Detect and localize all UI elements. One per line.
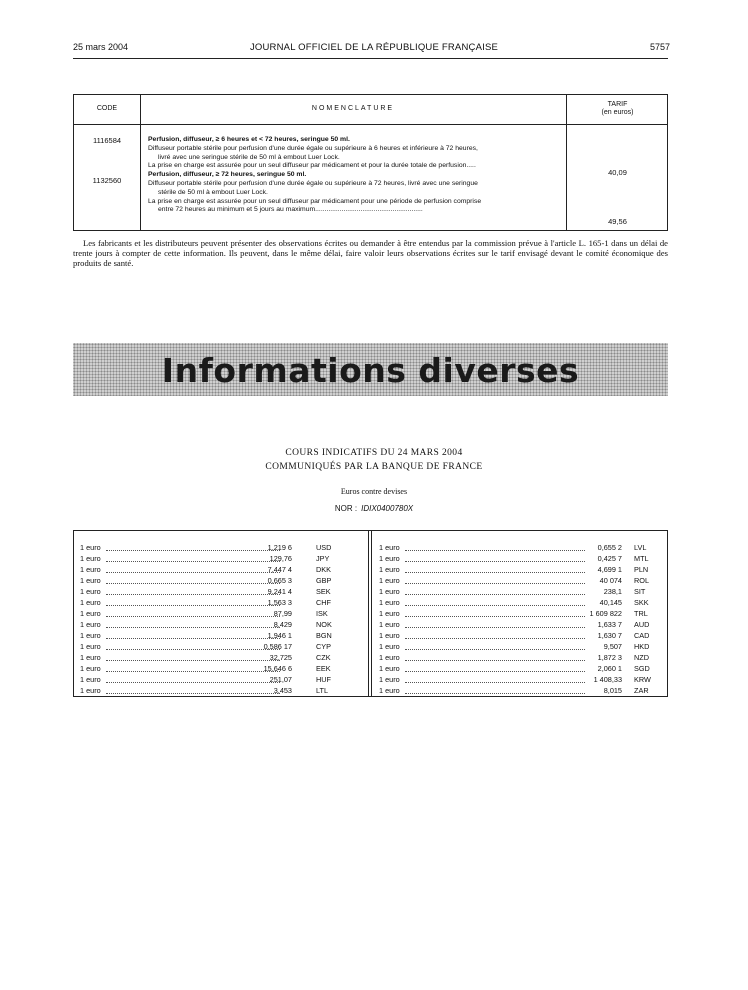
rate-label: 1 euro bbox=[80, 653, 101, 662]
rate-value: 15,646 6 bbox=[263, 664, 292, 673]
rates-heading-line2: COMMUNIQUÉS PAR LA BANQUE DE FRANCE bbox=[265, 462, 483, 472]
currency-code: CHF bbox=[316, 598, 331, 607]
rate-label: 1 euro bbox=[80, 543, 101, 552]
currency-code: SKK bbox=[634, 598, 649, 607]
rate-row bbox=[379, 564, 662, 575]
rate-value: 87,99 bbox=[273, 609, 292, 618]
rate-value: 0,425 7 bbox=[597, 554, 622, 563]
rate-label: 1 euro bbox=[80, 554, 101, 563]
currency-code: KRW bbox=[634, 675, 651, 684]
tarif-unit: (en euros) bbox=[601, 109, 634, 116]
rate-label: 1 euro bbox=[80, 675, 101, 684]
header-page-number: 5757 bbox=[649, 42, 670, 52]
rate-label: 1 euro bbox=[379, 620, 400, 629]
rate-label: 1 euro bbox=[379, 576, 400, 585]
product-code: 1132560 bbox=[92, 176, 122, 185]
rate-row bbox=[80, 586, 360, 597]
product-title: Perfusion, diffuseur, ≥ 6 heures et < 72 heures, seringue 50 ml. bbox=[148, 136, 350, 143]
currency-code: EEK bbox=[316, 664, 331, 673]
rate-row bbox=[379, 663, 662, 674]
rate-label: 1 euro bbox=[379, 609, 400, 618]
rate-value: 1,563 3 bbox=[267, 598, 292, 607]
product-note: entre 72 heures au minimum et 5 jours au maximum......................................................... bbox=[158, 206, 423, 214]
rate-label: 1 euro bbox=[379, 642, 400, 651]
product-desc-line: stérile de 50 ml à embout Luer Lock. bbox=[158, 188, 268, 196]
currency-code: ISK bbox=[316, 609, 328, 618]
rate-row bbox=[80, 619, 360, 630]
rate-row bbox=[80, 674, 360, 685]
currency-code: CZK bbox=[316, 653, 331, 662]
rate-label: 1 euro bbox=[379, 565, 400, 574]
product-price: 40,09 bbox=[608, 168, 627, 177]
rate-value: 0,665 3 bbox=[267, 576, 292, 585]
rate-value: 8,429 bbox=[273, 620, 292, 629]
exchange-rates-table bbox=[73, 530, 668, 697]
product-note: La prise en charge est assurée pour un seul diffuseur par médicament et pour la durée totale de perfusion..... bbox=[148, 162, 476, 170]
rate-label: 1 euro bbox=[379, 686, 400, 695]
rate-label: 1 euro bbox=[379, 587, 400, 596]
rate-row bbox=[379, 597, 662, 608]
header-divider bbox=[74, 124, 667, 125]
rate-label: 1 euro bbox=[80, 620, 101, 629]
rate-value: 1 609 822 bbox=[589, 609, 622, 618]
rate-label: 1 euro bbox=[379, 598, 400, 607]
rate-value: 4,699 1 bbox=[597, 565, 622, 574]
product-desc-line: livré avec une seringue stérile de 50 ml à embout Luer Lock. bbox=[158, 153, 340, 161]
rate-label: 1 euro bbox=[80, 642, 101, 651]
currency-code: ROL bbox=[634, 576, 650, 585]
product-desc-line: Diffuseur portable stérile pour perfusion d'une durée égale ou supérieure à 72 heures, livré avec une seringue bbox=[148, 179, 478, 187]
rate-value: 129,76 bbox=[269, 554, 292, 563]
rate-value: 2,060 1 bbox=[597, 664, 622, 673]
rate-value: 0,655 2 bbox=[597, 543, 622, 552]
rate-row bbox=[80, 608, 360, 619]
rate-label: 1 euro bbox=[80, 565, 101, 574]
header-journal-title: JOURNAL OFFICIEL DE LA RÉPUBLIQUE FRANÇAISE bbox=[249, 42, 499, 53]
rate-row bbox=[379, 553, 662, 564]
rates-column-left bbox=[80, 542, 360, 696]
product-price: 49,56 bbox=[608, 217, 627, 226]
currency-code: NZD bbox=[634, 653, 649, 662]
rate-row bbox=[379, 575, 662, 586]
rate-label: 1 euro bbox=[379, 653, 400, 662]
currency-code: JPY bbox=[316, 554, 330, 563]
currency-code: HKD bbox=[634, 642, 650, 651]
rate-value: 9,241 4 bbox=[267, 587, 292, 596]
currency-code: BGN bbox=[316, 631, 332, 640]
nor-value: IDIX0400780X bbox=[361, 504, 414, 513]
column-divider bbox=[371, 531, 372, 696]
rate-value: 0,586 17 bbox=[263, 642, 292, 651]
rate-value: 1 408,33 bbox=[593, 675, 622, 684]
rate-row bbox=[379, 586, 662, 597]
rate-row bbox=[379, 685, 662, 696]
product-code: 1116584 bbox=[92, 136, 122, 145]
rate-row bbox=[80, 542, 360, 553]
currency-code: TRL bbox=[634, 609, 648, 618]
currency-code: CAD bbox=[634, 631, 650, 640]
rate-label: 1 euro bbox=[80, 576, 101, 585]
column-header-nomenclature: NOMENCLATURE bbox=[311, 105, 395, 112]
rate-row bbox=[379, 619, 662, 630]
rate-label: 1 euro bbox=[80, 587, 101, 596]
header-date: 25 mars 2004 bbox=[73, 42, 129, 52]
rate-row bbox=[80, 652, 360, 663]
rate-label: 1 euro bbox=[80, 598, 101, 607]
rate-label: 1 euro bbox=[379, 664, 400, 673]
rate-value: 9,507 bbox=[603, 642, 622, 651]
rate-label: 1 euro bbox=[379, 675, 400, 684]
rates-heading-line1: COURS INDICATIFS DU 24 MARS 2004 bbox=[285, 448, 463, 458]
rate-value: 7,447 4 bbox=[267, 565, 292, 574]
column-header-tarif bbox=[566, 101, 669, 117]
rate-value: 251,07 bbox=[269, 675, 292, 684]
rate-label: 1 euro bbox=[379, 554, 400, 563]
column-divider bbox=[368, 531, 369, 696]
currency-code: NOK bbox=[316, 620, 332, 629]
column-header-code: CODE bbox=[96, 105, 118, 112]
observations-paragraph bbox=[73, 238, 668, 268]
currency-code: SIT bbox=[634, 587, 646, 596]
rate-value: 40 074 bbox=[599, 576, 622, 585]
rate-label: 1 euro bbox=[80, 609, 101, 618]
column-divider bbox=[140, 95, 141, 230]
rate-row bbox=[379, 674, 662, 685]
rate-value: 1,872 3 bbox=[597, 653, 622, 662]
rate-row bbox=[80, 575, 360, 586]
rate-value: 8,015 bbox=[603, 686, 622, 695]
currency-code: GBP bbox=[316, 576, 332, 585]
rate-row bbox=[80, 663, 360, 674]
rate-row bbox=[80, 630, 360, 641]
product-desc-line: Diffuseur portable stérile pour perfusion d'une durée égale ou supérieure à 6 heures et inférieure à 72 heures, bbox=[148, 144, 478, 152]
rate-row bbox=[379, 542, 662, 553]
rate-row bbox=[80, 564, 360, 575]
tarif-label: TARIF bbox=[607, 101, 628, 108]
rate-label: 1 euro bbox=[80, 664, 101, 673]
currency-code: CYP bbox=[316, 642, 332, 651]
rate-row bbox=[80, 553, 360, 564]
rate-row bbox=[379, 641, 662, 652]
rates-column-right bbox=[379, 542, 662, 696]
product-note: La prise en charge est assurée pour un seul diffuseur par médicament pour une période de perfusion comprise bbox=[148, 197, 482, 205]
currency-code: LTL bbox=[316, 686, 329, 695]
currency-code: PLN bbox=[634, 565, 649, 574]
rate-value: 1,633 7 bbox=[597, 620, 622, 629]
currency-code: ZAR bbox=[634, 686, 649, 695]
rate-value: 1,946 1 bbox=[267, 631, 292, 640]
rate-row bbox=[80, 597, 360, 608]
rate-row bbox=[379, 608, 662, 619]
rate-row bbox=[80, 685, 360, 696]
currency-code: HUF bbox=[316, 675, 331, 684]
paragraph-text: Les fabricants et les distributeurs peuvent présenter des observations écrites ou demander à être entendus par la commission prévue à l'article L. 165-1 dans un délai de trente jours à compter de cette information. Ils peuvent, dans le même délai, faire valoir leurs observations écrites sur le tarif envisagé devant le comité économique des produits de santé. bbox=[73, 238, 668, 268]
nor-label: NOR : bbox=[334, 504, 358, 513]
rate-value: 238,1 bbox=[603, 587, 622, 596]
rate-value: 40,145 bbox=[599, 598, 622, 607]
currency-code: MTL bbox=[634, 554, 649, 563]
nomenclature-table bbox=[73, 94, 668, 231]
rate-label: 1 euro bbox=[379, 543, 400, 552]
currency-code: AUD bbox=[634, 620, 650, 629]
rate-value: 32,725 bbox=[269, 653, 292, 662]
product-title: Perfusion, diffuseur, ≥ 72 heures, seringue 50 ml. bbox=[148, 171, 307, 179]
currency-code: SEK bbox=[316, 587, 331, 596]
rate-label: 1 euro bbox=[80, 631, 101, 640]
currency-code: USD bbox=[316, 543, 332, 552]
nor-reference bbox=[0, 504, 748, 513]
product-description bbox=[148, 136, 562, 215]
rates-subtitle: Euros contre devises bbox=[340, 487, 408, 496]
rate-value: 1,219 6 bbox=[267, 543, 292, 552]
currency-code: SGD bbox=[634, 664, 650, 673]
rate-row bbox=[379, 630, 662, 641]
currency-code: LVL bbox=[634, 543, 647, 552]
rate-label: 1 euro bbox=[379, 631, 400, 640]
rate-value: 1,630 7 bbox=[597, 631, 622, 640]
rate-row bbox=[80, 641, 360, 652]
header-rule bbox=[73, 58, 668, 59]
banner-title: Informations diverses bbox=[161, 351, 580, 390]
rate-value: 3,453 bbox=[273, 686, 292, 695]
currency-code: DKK bbox=[316, 565, 332, 574]
section-banner bbox=[73, 343, 668, 396]
rate-row bbox=[379, 652, 662, 663]
rate-label: 1 euro bbox=[80, 686, 101, 695]
